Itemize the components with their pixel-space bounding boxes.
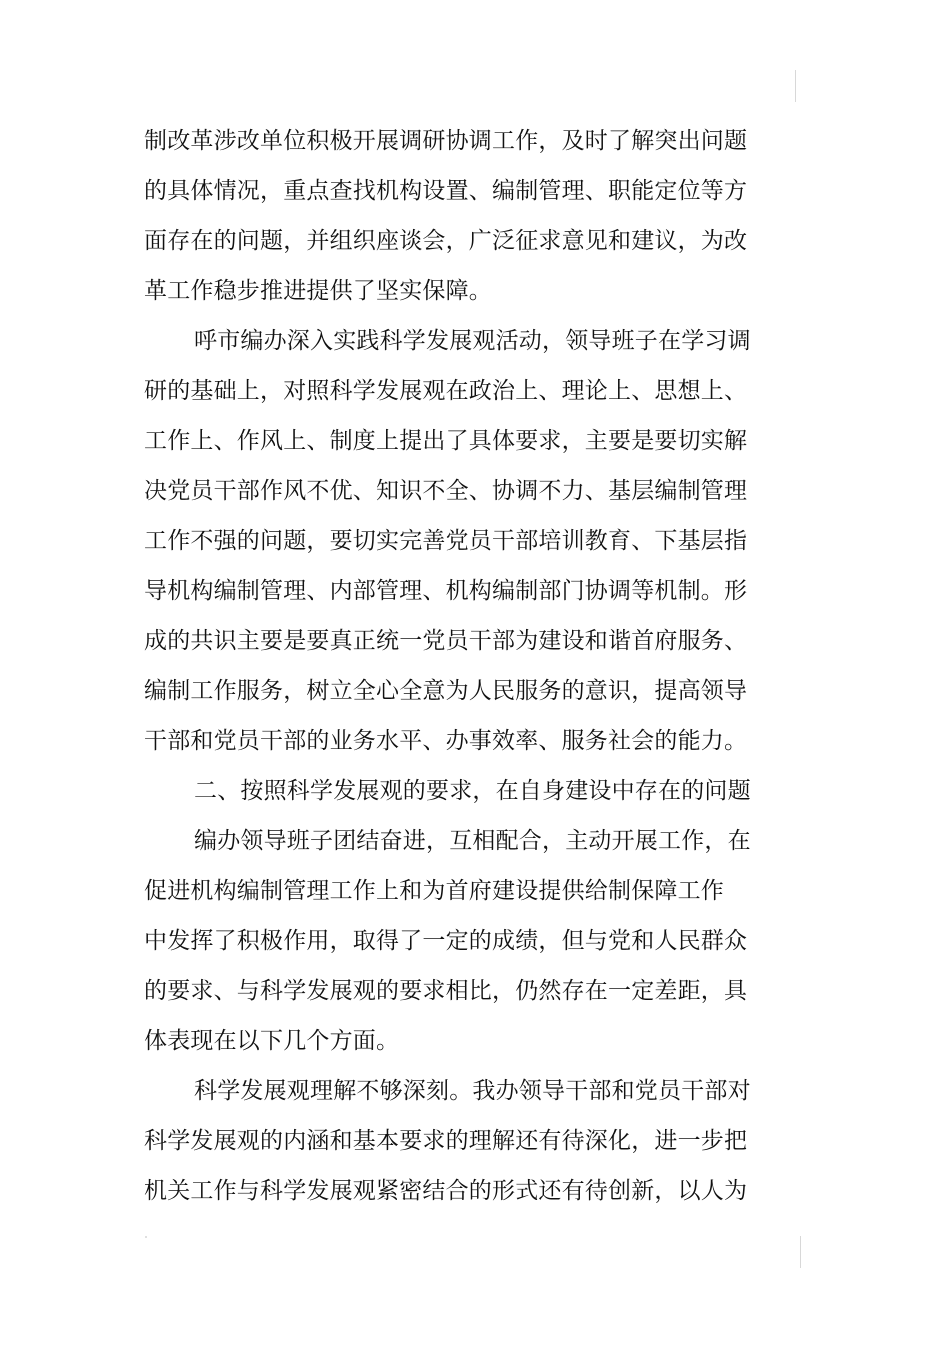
text-line-11: 成的共识主要是要真正统一党员干部为建设和谐首府服务、 — [144, 628, 748, 654]
text-line-9: 工作不强的问题，要切实完善党员干部培训教育、下基层指 — [144, 528, 748, 554]
text-line-21: 科学发展观的内涵和基本要求的理解还有待深化，进一步把 — [144, 1128, 748, 1154]
section-heading: 二、按照科学发展观的要求，在自身建设中存在的问题 — [194, 778, 751, 804]
text-line-10: 导机构编制管理、内部管理、机构编制部门协调等机制。形 — [144, 578, 748, 604]
text-line-4: 革工作稳步推进提供了坚实保障。 — [144, 278, 492, 304]
text-line-6: 研的基础上，对照科学发展观在政治上、理论上、思想上、 — [144, 378, 748, 404]
text-line-17: 中发挥了积极作用，取得了一定的成绩，但与党和人民群众 — [144, 928, 748, 954]
page-corner-mark-top — [795, 70, 796, 102]
text-line-18: 的要求、与科学发展观的要求相比，仍然存在一定差距，具 — [144, 978, 748, 1004]
text-line-8: 决党员干部作风不优、知识不全、协调不力、基层编制管理 — [144, 478, 748, 504]
text-line-5: 呼市编办深入实践科学发展观活动，领导班子在学习调 — [194, 328, 751, 354]
page-corner-mark-bottom — [800, 1236, 801, 1268]
text-line-20: 科学发展观理解不够深刻。我办领导干部和党员干部对 — [194, 1078, 751, 1104]
text-line-12: 编制工作服务，树立全心全意为人民服务的意识，提高领导 — [144, 678, 748, 704]
text-line-2: 的具体情况，重点查找机构设置、编制管理、职能定位等方 — [144, 178, 748, 204]
text-line-1: 制改革涉改单位积极开展调研协调工作，及时了解突出问题 — [144, 128, 748, 154]
text-line-3: 面存在的问题，并组织座谈会，广泛征求意见和建议，为改 — [144, 228, 748, 254]
text-line-15: 编办领导班子团结奋进，互相配合，主动开展工作，在 — [194, 828, 751, 854]
page-corner-mark-bottom-left — [145, 1236, 147, 1238]
text-line-13: 干部和党员干部的业务水平、办事效率、服务社会的能力。 — [144, 728, 748, 754]
text-line-22: 机关工作与科学发展观紧密结合的形式还有待创新，以人为 — [144, 1178, 748, 1204]
text-line-7: 工作上、作风上、制度上提出了具体要求，主要是要切实解 — [144, 428, 748, 454]
text-line-16: 促进机构编制管理工作上和为首府建设提供给制保障工作 — [144, 878, 724, 904]
document-body — [144, 116, 751, 1216]
text-line-19: 体表现在以下几个方面。 — [144, 1028, 400, 1054]
